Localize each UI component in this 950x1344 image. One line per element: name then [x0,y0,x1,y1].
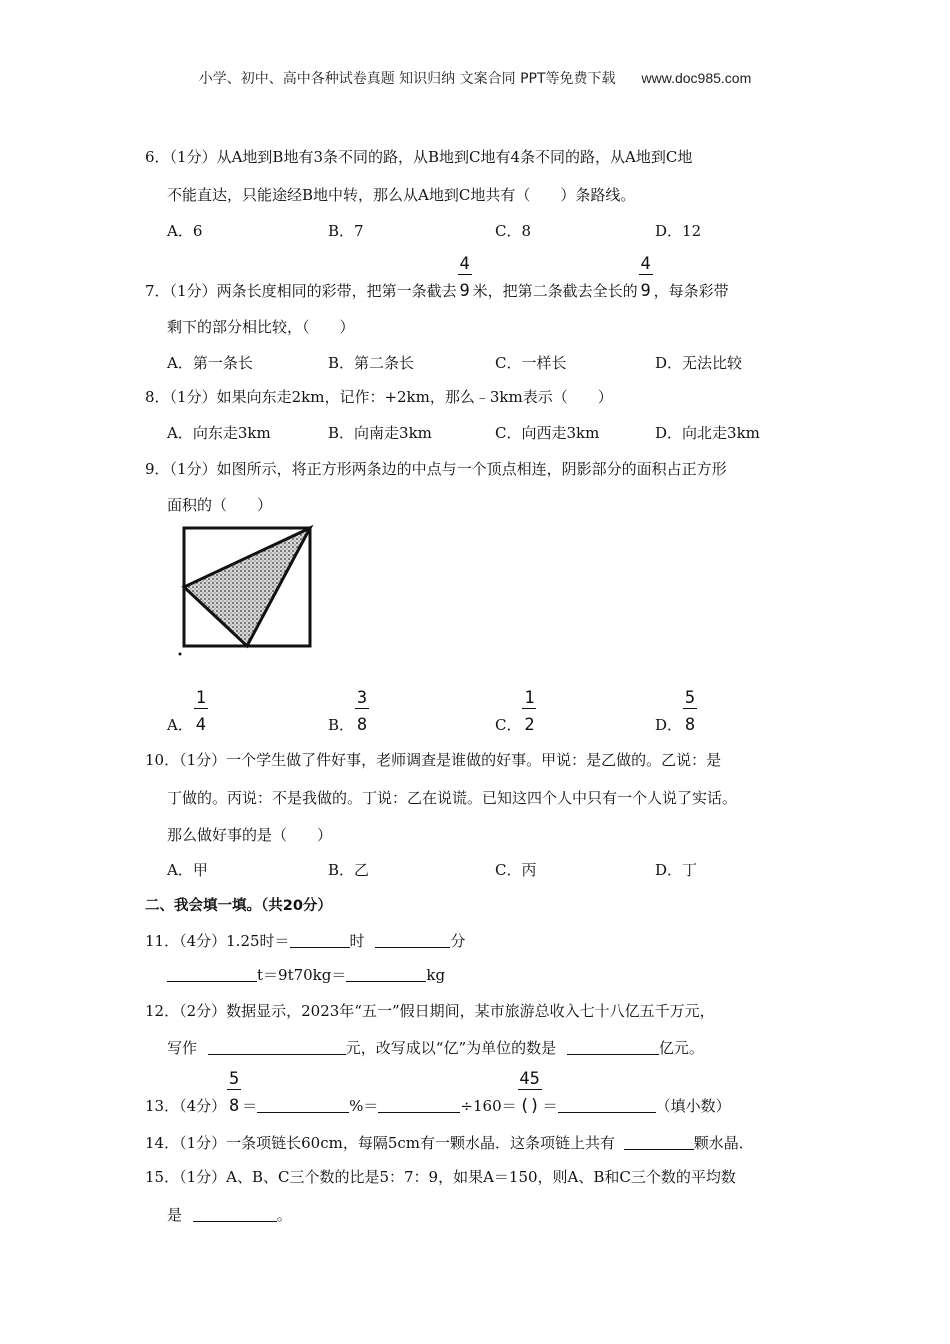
header-text: 小学、初中、高中各种试卷真题 知识归纳 文案合同 PPT等免费下载 [198,71,616,87]
q13-f-denominator: 8 [229,1096,240,1116]
q10-line1: 10．（1分）一个学生做了件好事，老师调查是谁做的好事。甲说：是乙做的。乙说：是 [145,751,722,769]
q9-a-fraction [193,688,209,735]
q11-unit1: 时 [349,932,365,950]
q9-a-denominator: 4 [195,715,206,735]
q6-line2: 不能直达，只能途经B地中转，那么从A地到C地共有（ ）条路线。 [167,186,636,204]
q10-option-d[interactable]: D．丁 [655,861,698,879]
q6-line1: 6．（1分）从A地到B地有3条不同的路，从B地到C地有4条不同的路，从A地到C地 [145,148,693,166]
q8-option-a[interactable]: A．向东走3km [167,424,271,442]
q13-blank-3[interactable] [558,1097,656,1113]
q12-blank-1[interactable] [208,1039,346,1055]
q13-eq2: ＝ [542,1097,558,1115]
q9-d-fraction [682,688,698,735]
q13-blank-1[interactable] [257,1097,349,1113]
q11-blank-2[interactable] [375,932,450,948]
q11-blank-3[interactable] [167,966,257,982]
q7-f1-denominator: 9 [459,281,470,301]
q13-f2-numerator: 45 [519,1069,540,1089]
q8-option-b[interactable]: B．向南走3km [328,424,432,442]
q9-d-numerator: 5 [684,688,696,708]
q14-line [145,1132,754,1153]
q11-unit4: kg [426,966,446,984]
q9-option-c[interactable] [495,688,537,735]
q13-fraction-1 [226,1069,242,1116]
q6-option-c[interactable]: C．8 [495,222,532,240]
q11-prefix: 11．（4分）1.25时＝ [145,932,290,950]
q11-blank-1[interactable] [290,932,350,948]
q15-blank[interactable] [193,1206,277,1222]
q7-line1 [145,254,729,301]
q9-c-fraction [521,688,537,735]
q12-prefix: 写作 [167,1039,198,1057]
q11-unit3: t＝9t70kg＝ [257,966,347,984]
q7-fraction-2 [638,254,654,301]
q7-option-a[interactable]: A．第一条长 [167,354,253,372]
q7-fraction-1 [457,254,473,301]
q9-b-numerator: 3 [356,688,368,708]
q11-line2 [167,964,445,985]
q15-line2 [167,1204,292,1225]
q9-option-b[interactable] [328,688,370,735]
square-figure [172,522,322,658]
q12-line2 [167,1037,704,1058]
q14-blank[interactable] [624,1134,694,1150]
page-header [0,68,950,88]
q15-prefix: 是 [167,1206,183,1224]
section-2-title: 二、我会填一填。（共20分） [145,898,332,914]
q8-option-c[interactable]: C．向西走3km [495,424,600,442]
q13-suffix: （填小数） [655,1097,731,1115]
q8-option-d[interactable]: D．向北走3km [655,424,760,442]
q9-line2: 面积的（ ） [167,496,273,514]
q7-option-d[interactable]: D．无法比较 [655,354,743,372]
q9-c-denominator: 2 [524,715,535,735]
q11-unit2: 分 [450,932,466,950]
q10-option-b[interactable]: B．乙 [328,861,370,879]
q7-part3: ，每条彩带 [653,282,729,300]
q9-option-a[interactable] [167,688,209,735]
q7-line2: 剩下的部分相比较，（ ） [167,318,355,336]
q7-f2-numerator: 4 [640,254,651,274]
q9-a-numerator: 1 [195,688,206,708]
q9-d-label: D． [655,716,683,734]
q7-f2-denominator: 9 [640,281,651,301]
q9-a-label: A． [167,716,193,734]
q6-option-d[interactable]: D．12 [655,222,702,240]
q9-line1: 9．（1分）如图所示，将正方形两条边的中点与一个顶点相连，阴影部分的面积占正方形 [145,460,727,478]
q8-line1: 8．（1分）如果向东走2km，记作：+2km，那么﹣3km表示（ ） [145,388,613,406]
q11-line1 [145,930,465,951]
q13-line [145,1069,731,1116]
q9-b-denominator: 8 [356,715,368,735]
q10-line2: 丁做的。丙说：不是我做的。丁说：乙在说谎。已知这四个人中只有一个人说了实话。 [167,789,738,807]
q9-d-denominator: 8 [684,715,696,735]
q14-text: 14．（1分）一条项链长60cm，每隔5cm有一颗水晶．这条项链上共有 [145,1134,616,1152]
q9-b-fraction [354,688,370,735]
q7-part2: 米，把第二条截去全长的 [472,282,638,300]
q15-line1: 15．（1分）A、B、C三个数的比是5：7：9，如果A＝150，则A、B和C三个数的平均数 [145,1168,736,1186]
q10-line3: 那么做好事的是（ ） [167,826,333,844]
q11-blank-4[interactable] [346,966,426,982]
q13-f2-denominator: () [519,1096,540,1116]
q13-div: ÷160＝ [460,1097,517,1115]
q12-suffix: 亿元。 [658,1039,704,1057]
q7-f1-numerator: 4 [459,254,470,274]
q7-option-c[interactable]: C．一样长 [495,354,567,372]
q12-mid: 元，改写成以“亿”为单位的数是 [345,1039,557,1057]
q13-pct: %＝ [349,1097,379,1115]
q7-option-b[interactable]: B．第二条长 [328,354,415,372]
q13-fraction-2 [517,1069,543,1116]
q13-prefix: 13．（4分） [145,1097,227,1115]
q12-line1: 12．（2分）数据显示，2023年“五一”假日期间，某市旅游总收入七十八亿五千万元， [145,1002,715,1020]
q12-blank-2[interactable] [567,1039,659,1055]
q6-option-a[interactable]: A．6 [167,222,203,240]
q6-option-b[interactable]: B．7 [328,222,364,240]
q7-part1: 7．（1分）两条长度相同的彩带，把第一条截去 [145,282,457,300]
q15-suffix: 。 [276,1206,292,1224]
q9-b-label: B． [328,716,355,734]
q13-eq1: ＝ [242,1097,258,1115]
shaded-triangle [184,528,310,646]
q13-f-numerator: 5 [229,1069,240,1089]
q9-option-d[interactable] [655,688,698,735]
q9-c-label: C． [495,716,522,734]
q13-blank-2[interactable] [378,1097,460,1113]
header-site: www.doc985.com [641,70,752,86]
q10-option-a[interactable]: A．甲 [167,861,208,879]
q14-suffix: 颗水晶． [693,1134,754,1152]
q9-c-numerator: 1 [524,688,535,708]
q10-option-c[interactable]: C．丙 [495,861,537,879]
